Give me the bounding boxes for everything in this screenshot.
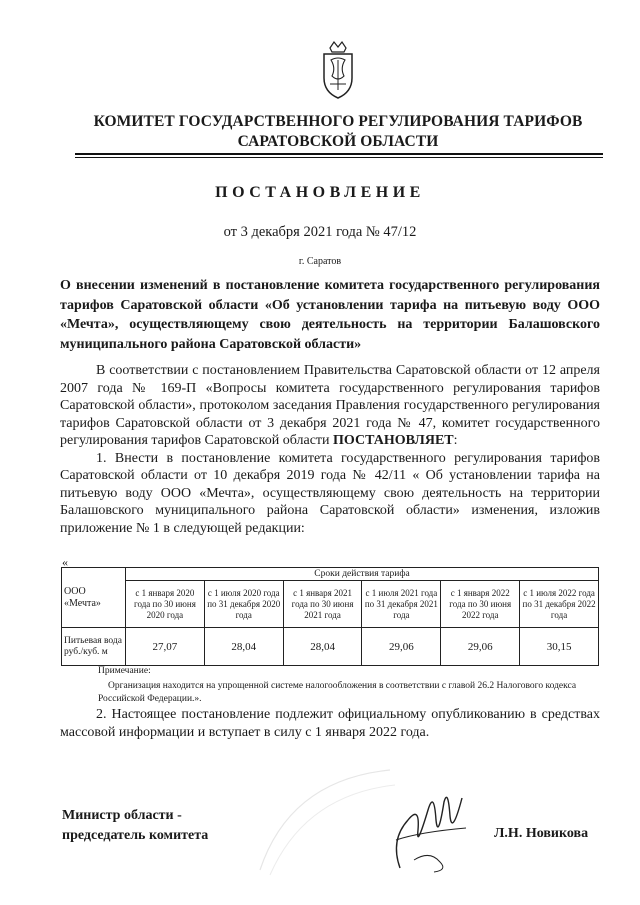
table-value-3: 28,04	[283, 628, 362, 666]
signatory-title-line1: Министр области -	[62, 808, 182, 823]
organization-name-line2: САРАТОВСКОЙ ОБЛАСТИ	[237, 133, 439, 150]
document-body	[60, 362, 600, 537]
header-rule-thick	[75, 153, 603, 155]
tariff-table	[61, 567, 599, 666]
signatory-title	[62, 806, 208, 846]
note-title: Примечание:	[98, 666, 151, 676]
table-value-4: 29,06	[362, 628, 441, 666]
table-period-5: с 1 января 2022 года по 30 июня 2022 года	[441, 581, 520, 628]
decree-word: ПОСТАНОВЛЯЕТ	[333, 433, 454, 448]
table-period-1: с 1 января 2020 года по 30 июня 2020 года	[126, 581, 205, 628]
handwritten-signature	[370, 780, 480, 875]
item-1-paragraph: 1. Внести в постановление комитета государственного регулирования тарифов Саратовской области от 10 декабря 2019 года № 42/11 « Об установлении тарифа на питьевую воду ООО «Мечта», осуществляющему свою деятельность на территории Балашовского муниципального района Саратовской области» изменения, изложив приложение № 1 в следующей редакции:	[60, 450, 600, 536]
table-value-2: 28,04	[204, 628, 283, 666]
opening-quote-mark: «	[62, 555, 68, 569]
table-value-5: 29,06	[441, 628, 520, 666]
header-rule-thin	[75, 157, 603, 158]
signatory-title-line2: председатель комитета	[62, 828, 209, 843]
table-period-4: с 1 июля 2021 года по 31 декабря 2021 года	[362, 581, 441, 628]
table-row-label: Питьевая вода руб./куб. м	[62, 628, 126, 666]
table-period-6: с 1 июля 2022 года по 31 декабря 2022 года	[520, 581, 599, 628]
preamble-text: В соответствии с постановлением Правительства Саратовской области от 12 апреля 2007 года № 169-П «Вопросы комитета государственного регулирования тарифов Саратовской области», протоколом заседания Правления государственного регулирования тарифов Саратовской области от 3 декабря 2021 года № 47, комитет государственного регулирования тарифов Саратовской области	[60, 363, 600, 448]
document-type: ПОСТАНОВЛЕНИЕ	[215, 184, 425, 201]
item-2-paragraph: 2. Настоящее постановление подлежит официальному опубликованию в средствах массовой информации и вступает в силу с 1 января 2022 года.	[60, 707, 600, 740]
signatory-name: Л.Н. Новикова	[494, 826, 589, 841]
table-org-name: ООО «Мечта»	[62, 568, 126, 628]
document-subject: О внесении изменений в постановление комитета государственного регулирования тарифов Саратовской области «Об установлении тарифа на питьевую воду ООО «Мечта», осуществляющему свою деятельность на территории Балашовского муниципального района Саратовской области»	[60, 278, 600, 352]
table-period-header: Сроки действия тарифа	[126, 568, 599, 581]
coat-of-arms-emblem	[318, 38, 358, 100]
decree-colon: :	[453, 433, 458, 448]
table-period-2: с 1 июля 2020 года по 31 декабря 2020 года	[204, 581, 283, 628]
table-period-3: с 1 января 2021 года по 30 июня 2021 года	[283, 581, 362, 628]
preamble-paragraph	[60, 362, 600, 450]
organization-name-line1: КОМИТЕТ ГОСУДАРСТВЕННОГО РЕГУЛИРОВАНИЯ ТАРИФОВ	[93, 113, 583, 130]
table-value-6: 30,15	[520, 628, 599, 666]
document-date-number: от 3 декабря 2021 года № 47/12	[223, 224, 417, 240]
note-text: Организация находится на упрощенной системе налогообложения в соответствии с главой 26.2 Налогового кодекса Российской Федерации.».	[98, 681, 577, 704]
table-value-1: 27,07	[126, 628, 205, 666]
document-city: г. Саратов	[298, 256, 342, 267]
